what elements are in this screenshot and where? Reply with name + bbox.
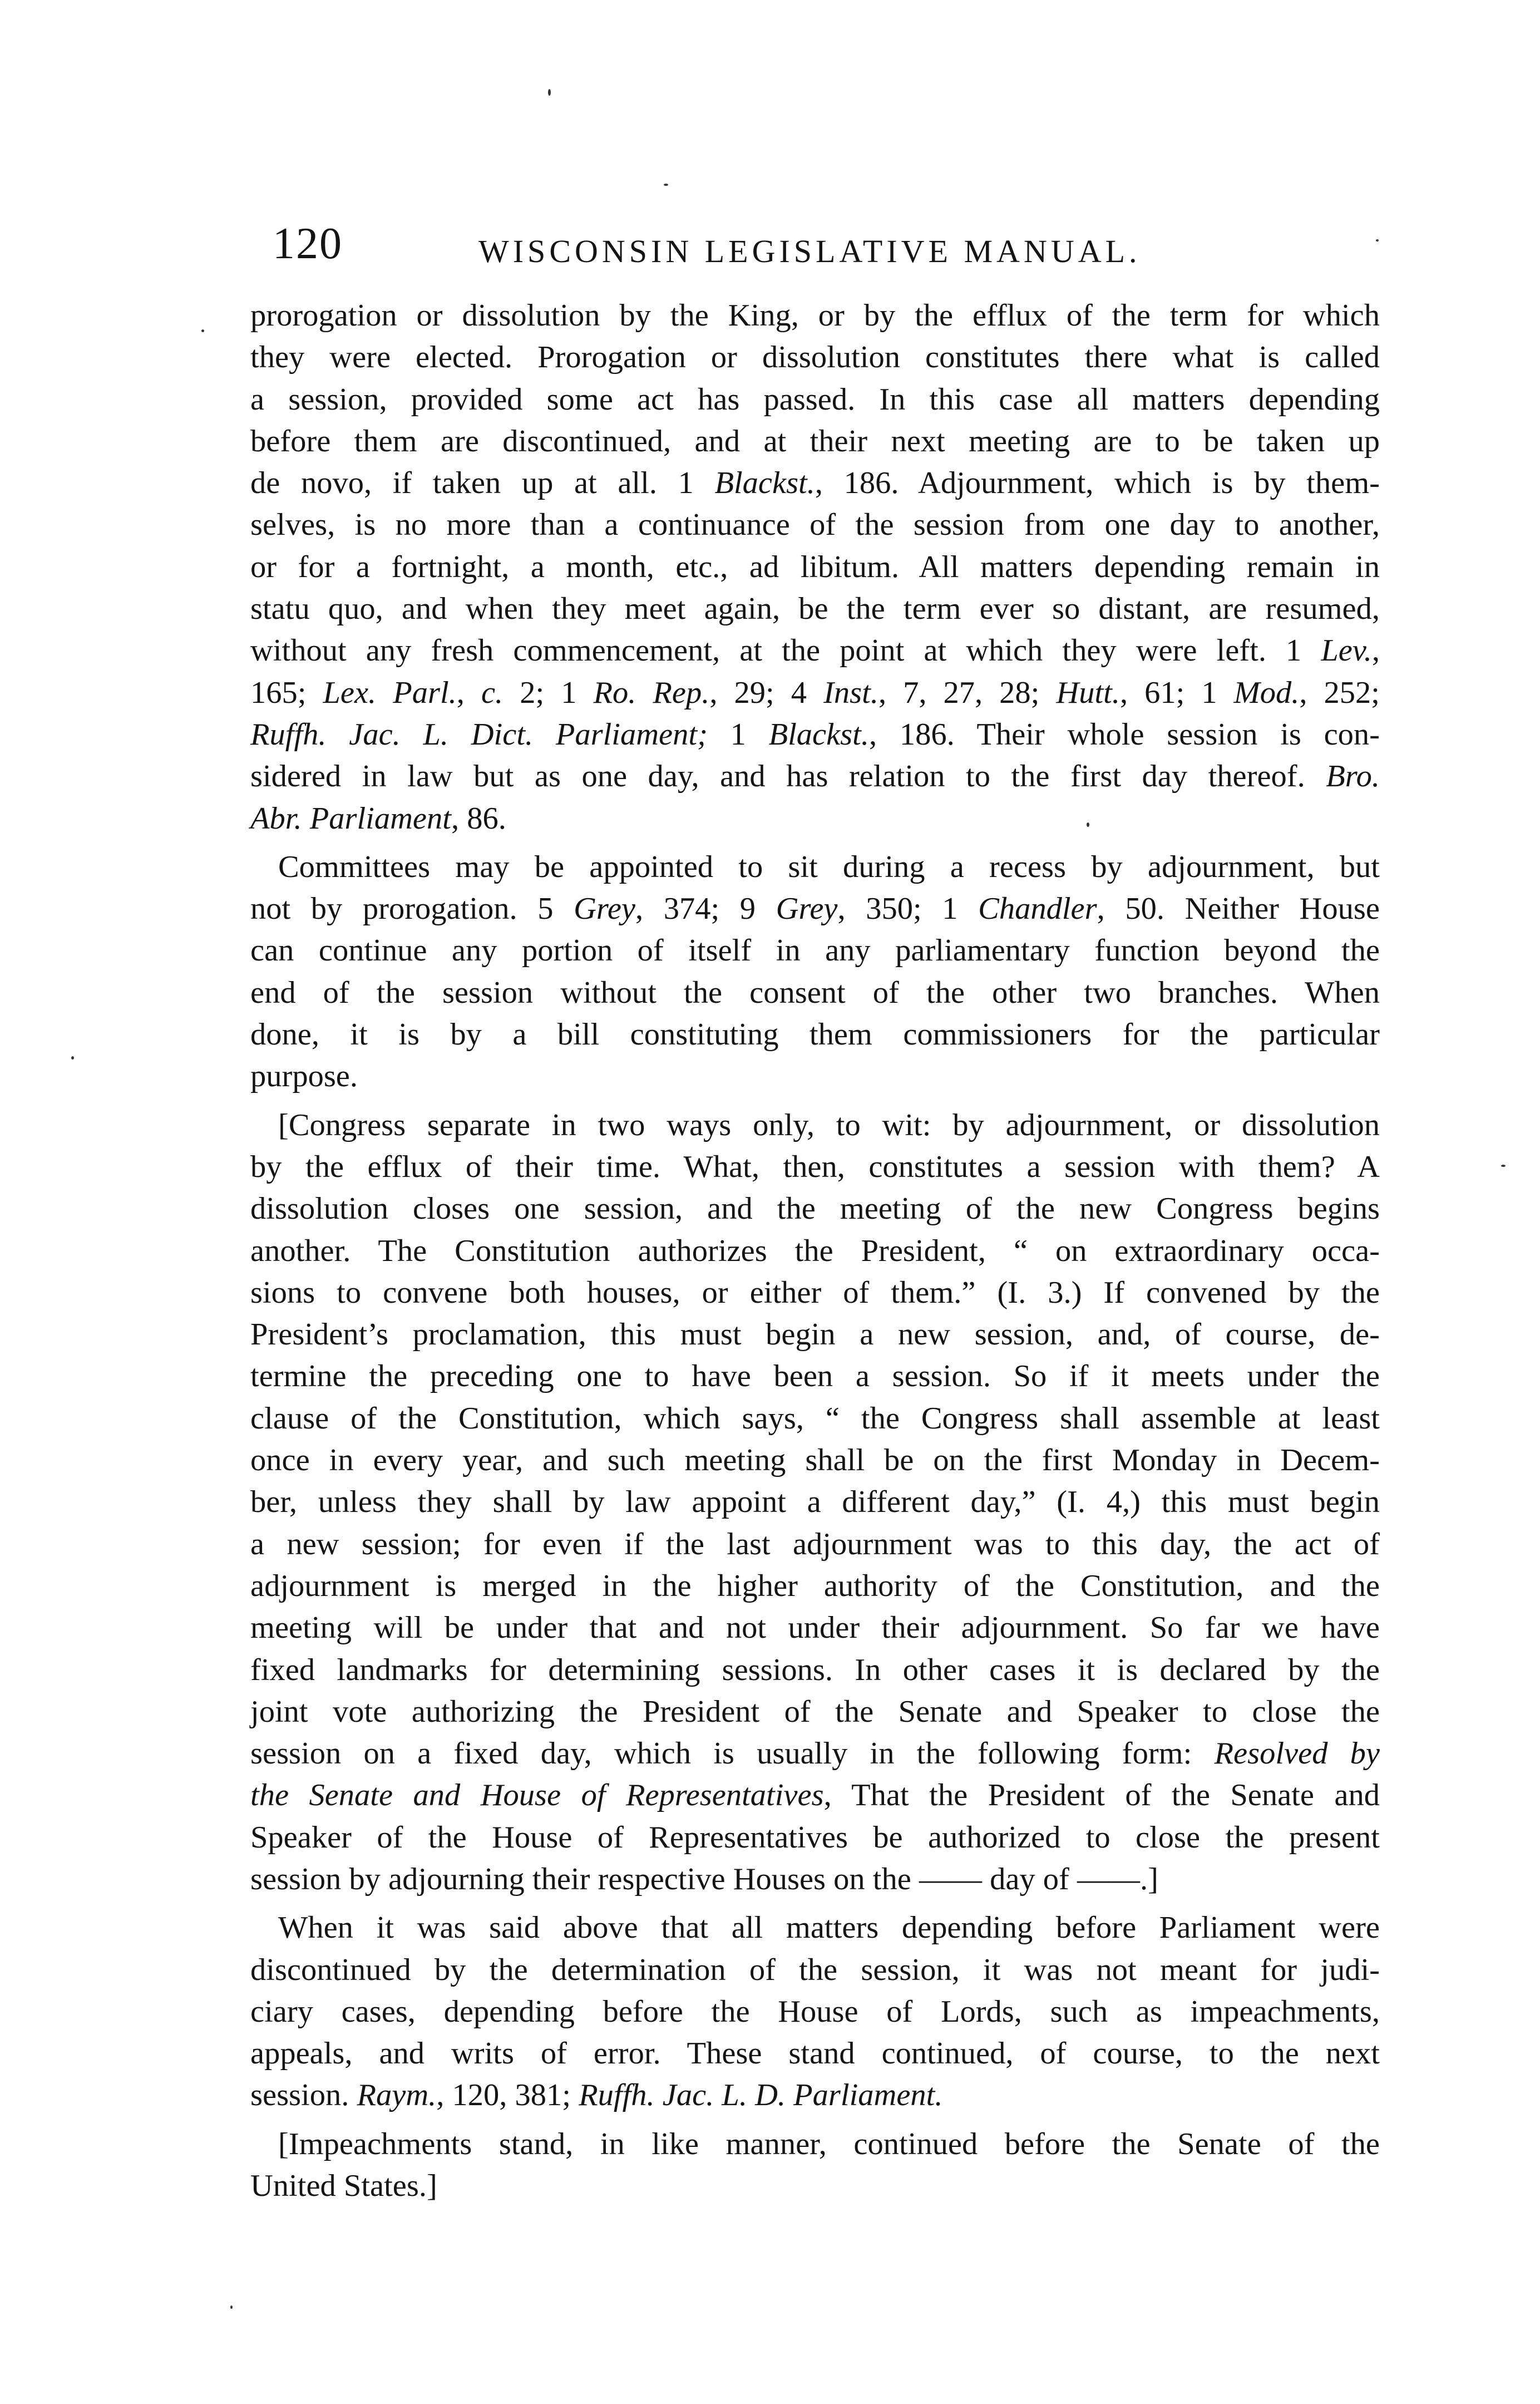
text-run: sidered in law but as one day, and has relation to the first day thereof. bbox=[250, 759, 1326, 794]
text-run: [Congress separate in two ways only, to wit: by adjournment, or dissolution bbox=[278, 1107, 1380, 1142]
scan-speck bbox=[1501, 1165, 1506, 1167]
text-line bbox=[250, 756, 1380, 797]
text-line bbox=[250, 714, 1380, 756]
text-run: session on a fixed day, which is usually in the following form: bbox=[250, 1736, 1215, 1771]
text-run: , 120, 381; bbox=[436, 2078, 579, 2113]
text-line bbox=[250, 1733, 1380, 1775]
text-run: a session, provided some act has passed. In this case all matters depending bbox=[250, 382, 1380, 417]
text-line bbox=[250, 421, 1380, 462]
text-run: discontinued by the determination of the session, it was not meant for judi- bbox=[250, 1952, 1380, 1987]
text-line bbox=[250, 588, 1380, 630]
text-run: by the efflux of their time. What, then, constitutes a session with them? A bbox=[250, 1149, 1380, 1184]
text-run: President’s proclamation, this must begin a new session, and, of course, de- bbox=[250, 1317, 1380, 1352]
text-run: adjournment is merged in the higher authority of the Constitution, and the bbox=[250, 1568, 1380, 1603]
text-line bbox=[250, 1188, 1380, 1230]
text-line bbox=[250, 1565, 1380, 1607]
text-line bbox=[250, 1014, 1380, 1056]
text-run: done, it is by a bill constituting them commissioners for the particular bbox=[250, 1017, 1380, 1052]
text-run: , 50. Neither House bbox=[1097, 891, 1380, 927]
text-line bbox=[250, 546, 1380, 588]
text-run: a new session; for even if the last adjournment was to this day, the act of bbox=[250, 1526, 1380, 1561]
citation-italic: Raym. bbox=[357, 2078, 437, 2113]
text-run: 2; 1 bbox=[503, 675, 594, 710]
scan-speck bbox=[664, 184, 668, 186]
citation-italic: Ro. Rep. bbox=[593, 675, 710, 710]
text-run: joint vote authorizing the President of the Senate and Speaker to close the bbox=[250, 1694, 1380, 1729]
text-line bbox=[250, 295, 1380, 337]
text-line bbox=[250, 2165, 1380, 2207]
text-line bbox=[250, 1524, 1380, 1565]
text-run: , 186. Adjournment, which is by them- bbox=[815, 466, 1380, 501]
text-run: Committees may be appointed to sit during a recess by adjournment, but bbox=[278, 849, 1380, 884]
text-run: ber, unless they shall by law appoint a different day,” (I. 4,) this must begin bbox=[250, 1485, 1380, 1520]
text-run: selves, is no more than a continuance of the session from one day to another, bbox=[250, 508, 1380, 543]
citation-italic: Mod. bbox=[1233, 675, 1300, 710]
text-run: 165; bbox=[250, 675, 323, 710]
text-line bbox=[250, 930, 1380, 972]
text-run: before them are discontinued, and at their next meeting are to be taken up bbox=[250, 423, 1380, 459]
citation-italic: Grey bbox=[574, 891, 635, 927]
text-line bbox=[250, 1146, 1380, 1188]
paragraph bbox=[250, 2124, 1380, 2208]
text-line bbox=[250, 1105, 1380, 1146]
text-run: ciary cases, depending before the House of Lords, such as impeachments, bbox=[250, 1994, 1380, 2029]
text-line bbox=[250, 846, 1380, 888]
text-run: , 29; 4 bbox=[709, 675, 824, 710]
citation-italic: Blackst. bbox=[714, 466, 815, 501]
text-line bbox=[250, 504, 1380, 546]
scan-speck bbox=[548, 89, 551, 96]
text-run: United States.] bbox=[250, 2169, 437, 2204]
text-run: once in every year, and such meeting shall be on the first Monday in Decem- bbox=[250, 1443, 1380, 1478]
citation-italic: Grey bbox=[776, 891, 838, 927]
text-run: , 186. Their whole session is con- bbox=[869, 717, 1380, 752]
text-line bbox=[250, 972, 1380, 1014]
text-run: dissolution closes one session, and the meeting of the new Congress begins bbox=[250, 1191, 1380, 1226]
text-run: 1 bbox=[707, 717, 769, 752]
text-line bbox=[250, 1398, 1380, 1440]
text-line bbox=[250, 379, 1380, 421]
text-line bbox=[250, 2124, 1380, 2165]
text-line bbox=[250, 1691, 1380, 1733]
citation-italic: Ruffh. Jac. L. Dict. Parliament; bbox=[250, 717, 708, 752]
text-line bbox=[250, 1607, 1380, 1649]
text-run: , 350; 1 bbox=[837, 891, 979, 927]
text-line bbox=[250, 672, 1380, 714]
text-run: session. bbox=[250, 2078, 357, 2113]
text-run: another. The Constitution authorizes the President, “ on extraordinary occa- bbox=[250, 1233, 1380, 1268]
paragraph bbox=[250, 1105, 1380, 1901]
text-line bbox=[250, 337, 1380, 378]
text-run: clause of the Constitution, which says, “ the Congress shall assemble at least bbox=[250, 1401, 1380, 1436]
text-run: or for a fortnight, a month, etc., ad libitum. All matters depending remain in bbox=[250, 549, 1380, 584]
text-line bbox=[250, 1949, 1380, 1991]
paragraph bbox=[250, 1907, 1380, 2116]
text-run: Speaker of the House of Representatives be authorized to close the present bbox=[250, 1820, 1380, 1855]
text-run: , 374; 9 bbox=[635, 891, 776, 927]
text-line bbox=[250, 1817, 1380, 1859]
citation-italic: Ruffh. Jac. L. D. Parliament. bbox=[579, 2078, 943, 2113]
text-line bbox=[250, 1056, 1380, 1097]
text-line bbox=[250, 1775, 1380, 1816]
text-line bbox=[250, 798, 1380, 840]
text-run: termine the preceding one to have been a session. So if it meets under the bbox=[250, 1359, 1380, 1394]
text-line bbox=[250, 1230, 1380, 1272]
text-run: , 61; 1 bbox=[1119, 675, 1234, 710]
text-line bbox=[250, 2033, 1380, 2075]
citation-italic: Lex. Parl. bbox=[323, 675, 457, 710]
scan-speck bbox=[201, 329, 204, 332]
text-run: , bbox=[1371, 633, 1380, 668]
scan-speck bbox=[1376, 239, 1379, 242]
scan-speck bbox=[71, 1056, 74, 1060]
citation-italic: the Senate and House of Representatives bbox=[250, 1778, 824, 1813]
text-run: fixed landmarks for determining sessions. In other cases it is declared by the bbox=[250, 1652, 1380, 1687]
text-run: without any fresh commencement, at the point at which they were left. 1 bbox=[250, 633, 1321, 668]
text-run: , bbox=[456, 675, 481, 710]
text-line bbox=[250, 462, 1380, 504]
paragraph bbox=[250, 295, 1380, 840]
text-run: purpose. bbox=[250, 1059, 358, 1094]
text-run: , 7, 27, 28; bbox=[878, 675, 1057, 710]
page-number: 120 bbox=[273, 219, 343, 268]
text-run: meeting will be under that and not under their adjournment. So far we have bbox=[250, 1610, 1380, 1646]
citation-italic: Lev. bbox=[1321, 633, 1372, 668]
text-line bbox=[250, 1991, 1380, 2033]
text-run: , That the President of the Senate and bbox=[823, 1778, 1380, 1813]
citation-italic: Bro. bbox=[1326, 759, 1380, 794]
text-line bbox=[250, 630, 1380, 672]
scan-speck bbox=[1087, 822, 1089, 827]
running-head bbox=[273, 210, 1408, 277]
text-line bbox=[250, 1481, 1380, 1523]
text-run: prorogation or dissolution by the King, or by the efflux of the term for which bbox=[250, 298, 1380, 333]
text-run: appeals, and writs of error. These stand continued, of course, to the next bbox=[250, 2036, 1380, 2071]
citation-italic: Abr. Parliament bbox=[250, 801, 451, 836]
text-line bbox=[250, 2075, 1380, 2116]
text-run: sions to convene both houses, or either of them.” (I. 3.) If convened by the bbox=[250, 1275, 1380, 1310]
citation-italic: c. bbox=[481, 675, 504, 710]
citation-italic: Blackst. bbox=[768, 717, 869, 752]
citation-italic: Resolved by bbox=[1214, 1736, 1380, 1771]
running-title: WISCONSIN LEGISLATIVE MANUAL. bbox=[478, 233, 1141, 269]
text-run: session by adjourning their respective Houses on the —— day of ——.] bbox=[250, 1861, 1158, 1896]
text-run: de novo, if taken up at all. 1 bbox=[250, 466, 715, 501]
text-line bbox=[250, 1907, 1380, 1949]
text-run: end of the session without the consent of the other two branches. When bbox=[250, 975, 1380, 1010]
text-run: can continue any portion of itself in any parliamentary function beyond the bbox=[250, 933, 1380, 968]
text-line bbox=[250, 888, 1380, 930]
body-text bbox=[250, 295, 1380, 2207]
text-line bbox=[250, 1859, 1380, 1900]
text-line bbox=[250, 1272, 1380, 1314]
citation-italic: Inst. bbox=[823, 675, 878, 710]
text-run: , 252; bbox=[1299, 675, 1380, 710]
text-run: , 86. bbox=[451, 801, 506, 836]
text-run: not by prorogation. 5 bbox=[250, 891, 574, 927]
citation-italic: Chandler bbox=[978, 891, 1097, 927]
citation-italic: Hutt. bbox=[1056, 675, 1120, 710]
text-line bbox=[250, 1440, 1380, 1481]
text-line bbox=[250, 1649, 1380, 1691]
text-run: When it was said above that all matters depending before Parliament were bbox=[278, 1910, 1380, 1945]
scan-speck bbox=[230, 2306, 233, 2309]
text-run: [Impeachments stand, in like manner, continued before the Senate of the bbox=[278, 2126, 1380, 2161]
text-run: they were elected. Prorogation or dissolution constitutes there what is called bbox=[250, 340, 1380, 375]
text-line bbox=[250, 1314, 1380, 1356]
text-line bbox=[250, 1356, 1380, 1397]
text-run: statu quo, and when they meet again, be the term ever so distant, are resumed, bbox=[250, 592, 1380, 627]
paragraph bbox=[250, 846, 1380, 1098]
